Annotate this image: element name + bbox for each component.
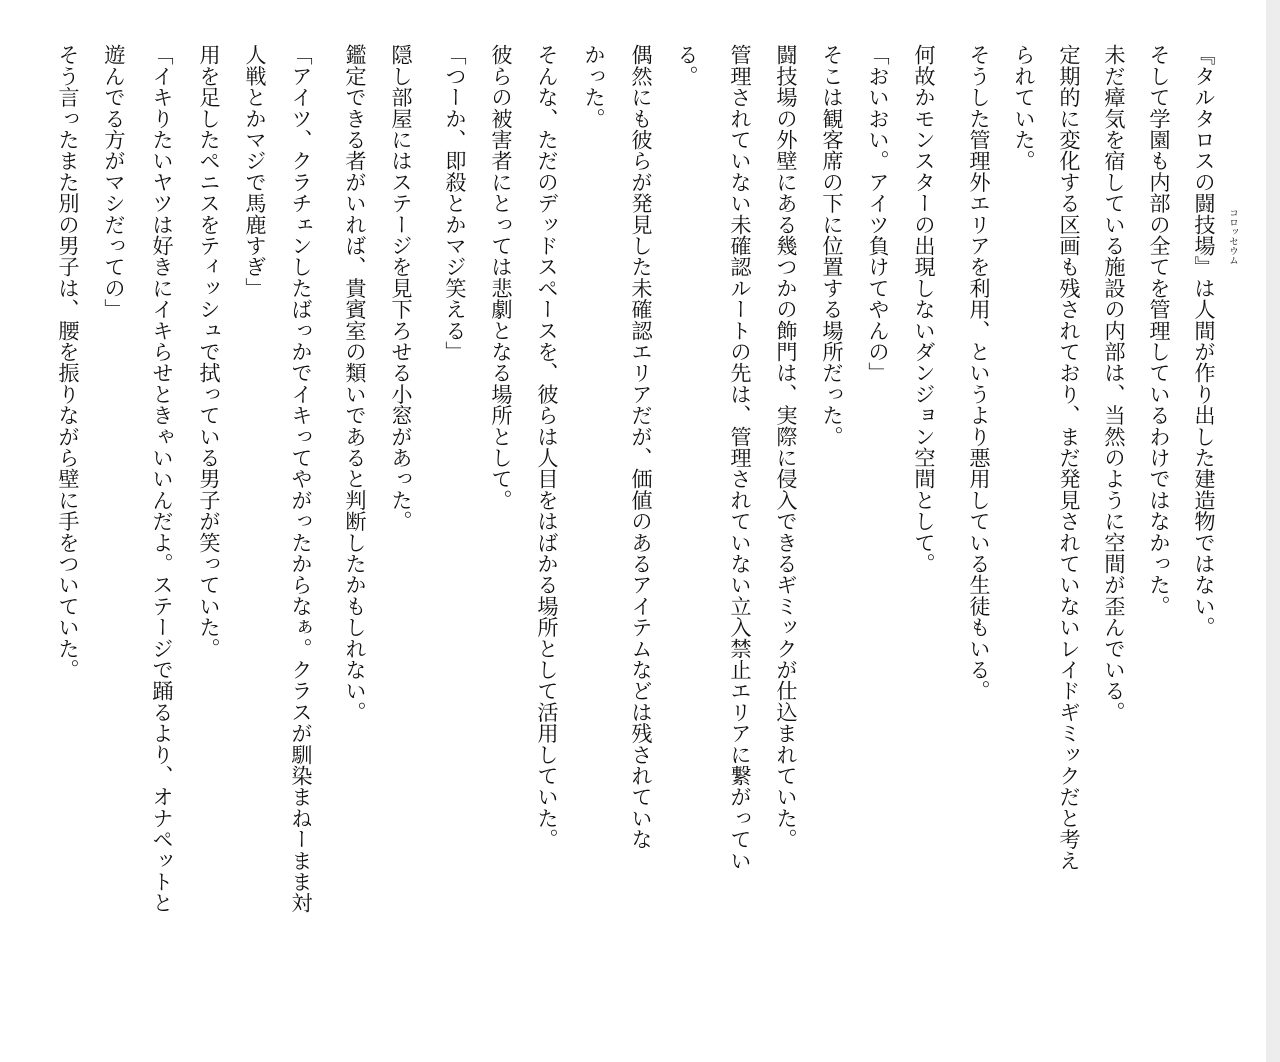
text-column-20: 「アイツ、クラチェンしたばっかでイキってやがったからなぁ。クラスが馴染まねーまま対 [289, 44, 314, 914]
text-column-17: 「つーか、即殺とかマジ笑える」 [443, 44, 468, 362]
text-column-3: 未だ瘴気を宿している施設の内部は、当然のように空間が歪んでいる。 [1102, 44, 1127, 723]
text-column-25: そう言ったまた別の男子は、腰を振りながら壁に手をついていた。 [56, 44, 81, 680]
text-column-1: 『タルタロスの闘技場』は人間が作り出した建造物ではない。 [1192, 44, 1217, 638]
text-column-8: 「おいおい。アイツ負けてやんの」 [866, 44, 891, 384]
text-column-16: 彼らの被害者にとっては悲劇となる場所として。 [489, 44, 514, 511]
text-column-11: 管理されていない未確認ルートの先は、管理されていない立入禁止エリアに繋がってい [728, 44, 753, 871]
text-column-15: そんな、ただのデッドスペースを、彼らは人目をはばかる場所として活用していた。 [535, 44, 560, 850]
text-column-23: 「イキりたいヤツは好きにイキらせときゃいいんだよ。ステージで踊るより、オナペットと [150, 44, 175, 914]
text-column-12: る。 [675, 44, 700, 87]
text-column-4: 定期的に変化する区画も残されており、まだ発見されていないレイドギミックだと考え [1057, 44, 1082, 871]
text-column-7: 何故かモンスターの出現しないダンジョン空間として。 [912, 44, 937, 574]
text-column-24: 遊んでる方がマシだっての」 [102, 44, 127, 320]
text-column-6: そうした管理外エリアを利用、というより悪用している生徒もいる。 [967, 44, 992, 702]
text-column-9: そこは観客席の下に位置する場所だった。 [820, 44, 845, 447]
text-column-22: 用を足したペニスをティッシュで拭っている男子が笑っていた。 [197, 44, 222, 659]
text-column-10: 闘技場の外壁にある幾つかの飾門は、実際に侵入できるギミックが仕込まれていた。 [774, 44, 799, 850]
text-column-2: そして学園も内部の全てを管理しているわけではなかった。 [1147, 44, 1172, 617]
text-column-5: られていた。 [1012, 44, 1037, 172]
ruby-annotation: コロッセウム [1227, 208, 1238, 265]
text-column-18: 隠し部屋にはステージを見下ろせる小窓があった。 [389, 44, 414, 532]
text-column-14: かった。 [582, 44, 607, 129]
text-column-21: 人戦とかマジで馬鹿すぎ」 [243, 44, 268, 299]
text-column-19: 鑑定できる者がいれば、貴賓室の類いであると判断したかもしれない。 [343, 44, 368, 723]
text-column-13: 偶然にも彼らが発見した未確認エリアだが、価値のあるアイテムなどは残されていな [629, 44, 654, 850]
